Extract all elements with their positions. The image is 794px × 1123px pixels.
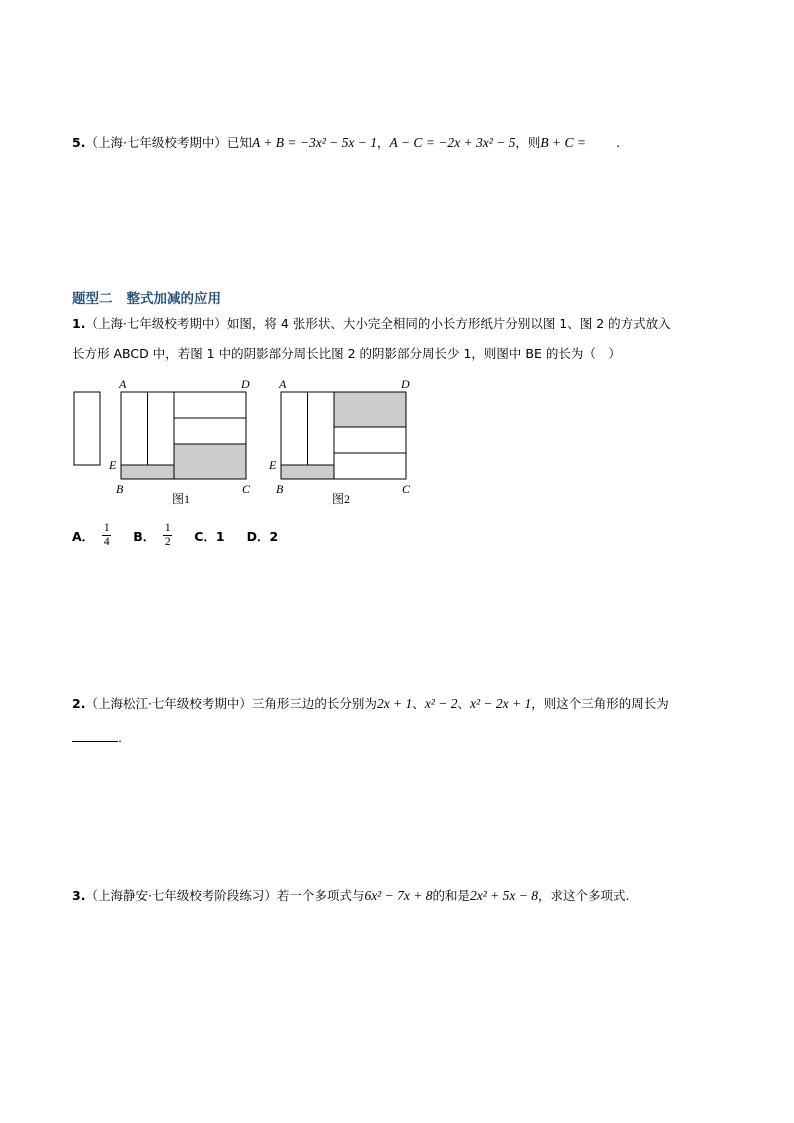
math-expression: B + C = xyxy=(540,135,587,150)
vertex-label-e: E xyxy=(269,458,277,472)
question-1-line-1 xyxy=(72,315,671,333)
rectangles-figure xyxy=(60,372,430,512)
choice-a xyxy=(72,522,111,549)
vertex-label-b: B xyxy=(276,482,284,496)
question-2 xyxy=(72,695,669,713)
figure-caption-2: 图2 xyxy=(332,492,351,506)
math-expression: A + B = −3x² − 5x − 1 xyxy=(251,135,378,150)
question-number: 1. xyxy=(72,316,86,331)
figure-1-shade-right xyxy=(174,444,246,479)
question-3 xyxy=(72,887,629,905)
question-text: 的和是 xyxy=(432,888,470,903)
fraction-numerator: 1 xyxy=(103,522,110,534)
question-5 xyxy=(72,134,620,152)
question-end: . xyxy=(118,730,122,745)
vertex-label-d: D xyxy=(401,377,410,391)
vertex-label-e: E xyxy=(109,458,117,472)
fraction-numerator: 1 xyxy=(164,522,171,534)
small-rectangle xyxy=(74,392,100,465)
vertex-label-d: D xyxy=(241,377,250,391)
vertex-label-c: C xyxy=(402,482,411,496)
question-source: （上海松江·七年级校考期中）三角形三边的长分别为 xyxy=(85,696,377,711)
choice-c: C．1 xyxy=(194,528,225,544)
figure-2-shade-top-right xyxy=(334,392,406,427)
question-text: ，求这个多项式. xyxy=(537,888,630,903)
fraction-denominator: 4 xyxy=(103,536,110,548)
question-number: 3. xyxy=(72,888,86,903)
choice-label: B． xyxy=(133,528,156,544)
vertex-label-a: A xyxy=(279,377,287,391)
math-expression: x² − 2x + 1 xyxy=(469,696,532,711)
choice-d: D．2 xyxy=(246,528,279,544)
answer-choices xyxy=(72,522,300,549)
math-expression: x² − 2 xyxy=(424,696,458,711)
choice-b xyxy=(133,522,172,549)
math-expression: 2x² + 5x − 8 xyxy=(469,888,538,903)
fraction xyxy=(102,522,111,549)
fraction xyxy=(163,522,172,549)
question-number: 2. xyxy=(72,696,86,711)
vertex-label-b: B xyxy=(116,482,124,496)
vertex-label-c: C xyxy=(242,482,251,496)
question-end: . xyxy=(616,135,620,150)
figure-2-shade-bottom-left xyxy=(281,465,334,479)
section-heading xyxy=(72,287,221,307)
question-text: ，则这个三角形的周长为 xyxy=(531,696,669,711)
math-expression: 6x² − 7x + 8 xyxy=(364,888,433,903)
question-source: （上海静安·七年级校考阶段练习）若一个多项式与 xyxy=(85,888,365,903)
figure-caption-1: 图1 xyxy=(172,492,191,506)
figure-1 xyxy=(121,392,246,479)
answer-blank[interactable] xyxy=(72,729,118,742)
question-text: （上海·七年级校考期中）如图，将 4 张形状、大小完全相同的小长方形纸片分别以图 1、图 2 的方式放入 xyxy=(85,316,671,331)
question-text: ，则 xyxy=(515,135,541,150)
separator-text: ， xyxy=(377,135,390,150)
fraction-denominator: 2 xyxy=(164,536,171,548)
question-text: 长方形 ABCD 中，若图 1 中的阴影部分周长比图 2 的阴影部分周长少 1，则图中 BE 的长为（ ） xyxy=(72,346,621,361)
math-expression: A − C = −2x + 3x² − 5 xyxy=(389,135,516,150)
section-subtitle: 整式加减的应用 xyxy=(126,291,221,307)
choice-label: A． xyxy=(72,528,95,544)
question-number: 5. xyxy=(72,135,86,150)
section-title: 题型二 xyxy=(72,291,113,307)
figure-1-shade-bottom-left xyxy=(121,465,174,479)
question-2-answer-line xyxy=(72,729,122,747)
math-expression: 2x + 1 xyxy=(376,696,413,711)
separator-text: 、 xyxy=(457,696,470,711)
vertex-label-a: A xyxy=(119,377,127,391)
question-1-line-2 xyxy=(72,345,621,363)
question-source: （上海·七年级校考期中）已知 xyxy=(85,135,252,150)
figure-2 xyxy=(281,392,406,479)
separator-text: 、 xyxy=(412,696,425,711)
